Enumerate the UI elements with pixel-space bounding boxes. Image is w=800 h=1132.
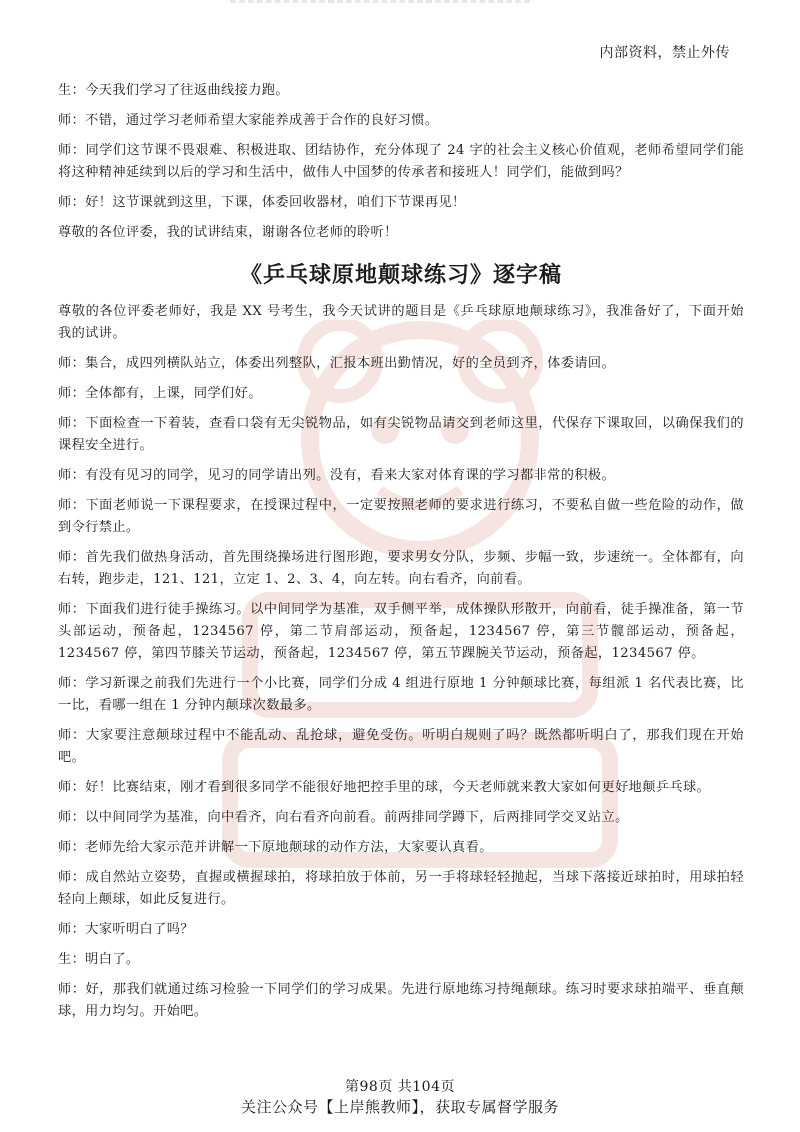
paragraph: 师：成自然站立姿势，直握或横握球拍，将球拍放于体前，另一手将球轻轻抛起，当球下落接近球拍时，用球拍轻轻向上颠球，如此反复进行。 (58, 870, 744, 907)
paragraph: 师：大家要注意颠球过程中不能乱动、乱抢球，避免受伤。听明白规则了吗？既然都听明白了，那我们现在开始吧。 (58, 728, 744, 765)
paragraph: 师：有没有见习的同学，见习的同学请出列。没有，看来大家对体育课的学习都非常的积极。 (58, 468, 616, 483)
paragraph: 生：明白了。 (58, 952, 140, 967)
paragraph: 师：同学们这节课不畏艰难、积极进取、团结协作，充分体现了 24 字的社会主义核心价值观，老师希望同学们能将这种精神延续到以后的学习和生活中，做伟人中国梦的传承者和接班人！同学们，能做到吗？ (58, 143, 744, 180)
page-number: 第98页 共104页 (345, 1079, 455, 1095)
section-title: 《乒乓球原地颠球练习》逐字稿 (239, 263, 562, 288)
confidential-notice: 内部资料，禁止外传 (599, 45, 730, 61)
paragraph: 师：下面老师说一下课程要求，在授课过程中，一定要按照老师的要求进行练习，不要私自做一些危险的动作，做到令行禁止。 (58, 498, 744, 535)
paragraph: 尊敬的各位评委，我的试讲结束，谢谢各位老师的聆听！ (58, 225, 398, 240)
paragraph: 师：老师先给大家示范并讲解一下原地颠球的动作方法，大家要认真看。 (58, 840, 493, 855)
paragraph: 师：全体都有，上课，同学们好。 (58, 386, 262, 401)
paragraph: 生：今天我们学习了往返曲线接力跑。 (58, 83, 289, 98)
paragraph: 师：大家听明白了吗？ (58, 922, 194, 937)
paragraph: 师：好！比赛结束，刚才看到很多同学不能很好地把控手里的球，今天老师就来教大家如何更好地颠乒乓球。 (58, 780, 711, 795)
paragraph: 师：下面检查一下着装，查看口袋有无尖锐物品，如有尖锐物品请交到老师这里，代保存下课取回，以确保我们的课程安全进行。 (58, 416, 744, 453)
paragraph: 师：集合，成四列横队站立，体委出列整队，汇报本班出勤情况，好的全员到齐，体委请回。 (58, 356, 616, 371)
paragraph: 师：好，那我们就通过练习检验一下同学们的学习成果。先进行原地练习持绳颠球。练习时要求球拍端平、垂直颠球，用力均匀。开始吧。 (58, 982, 744, 1019)
paragraph: 师：下面我们进行徒手操练习。以中间同学为基准，双手侧平举，成体操队形散开，向前看，徒手操准备，第一节头部运动，预备起，1234567 停，第二节肩部运动，预备起，1234567 停，第三节髋部运动，预备起，1234567 停，第四节膝关节运动，预备起，1234567 停，第五节踝腕关节运动，预备起，1234567 停。 (58, 602, 744, 661)
paragraph: 师：以中间同学为基准，向中看齐，向右看齐向前看。前两排同学蹲下，后两排同学交叉站立。 (58, 810, 629, 825)
paragraph: 师：学习新课之前我们先进行一个小比赛，同学们分成 4 组进行原地 1 分钟颠球比赛，每组派 1 名代表比赛，比一比，看哪一组在 1 分钟内颠球次数最多。 (58, 676, 744, 713)
top-cut-artifact (230, 0, 530, 13)
paragraph: 尊敬的各位评委老师好，我是 XX 号考生，我今天试讲的题目是《乒乓球原地颠球练习》，我准备好了，下面开始我的试讲。 (58, 304, 744, 341)
paragraph: 师：好！这节课就到这里，下课，体委回收器材，咱们下节课再见！ (58, 195, 466, 210)
paragraph: 师：首先我们做热身活动，首先围绕操场进行图形跑，要求男女分队，步频、步幅一致，步速统一。全体都有，向右转，跑步走，121、121，立定 1、2、3、4，向左转。向右看齐，向前看。 (58, 550, 744, 587)
document-body (58, 80, 744, 1031)
footer-promo: 关注公众号【上岸熊教师】，获取专属督学服务 (240, 1098, 559, 1116)
paragraph: 师：不错，通过学习老师希望大家能养成善于合作的良好习惯。 (58, 113, 439, 128)
